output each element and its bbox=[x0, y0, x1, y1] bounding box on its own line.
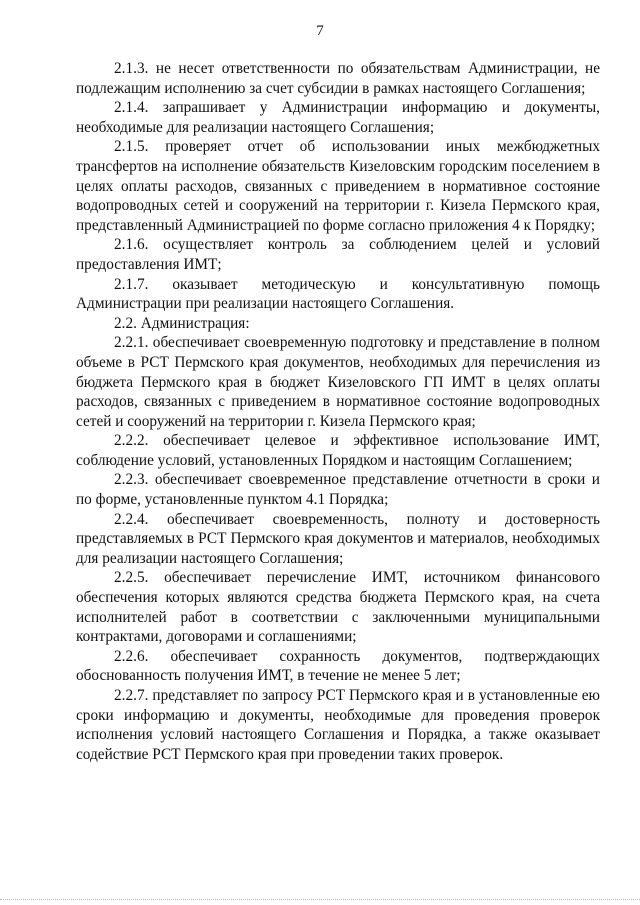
paragraph-2-1-7: 2.1.7. оказывает методическую и консультативную помощь Администрации при реализации настоящего Соглашения. bbox=[76, 275, 600, 313]
document-body bbox=[76, 59, 600, 764]
paragraph-2-2-3: 2.2.3. обеспечивает своевременное представление отчетности в сроки и по форме, установленные пунктом 4.1 Порядка; bbox=[76, 471, 600, 509]
paragraph-2-2-6: 2.2.6. обеспечивает сохранность документов, подтверждающих обоснованность получения ИМТ, в течение не менее 5 лет; bbox=[76, 647, 600, 685]
paragraph-2-1-4: 2.1.4. запрашивает у Администрации информацию и документы, необходимые для реализации настоящего Соглашения; bbox=[76, 99, 600, 136]
paragraph-2-2-1: 2.2.1. обеспечивает своевременную подготовку и представление в полном объеме в РСТ Пермского края документов, необходимых для перечисления из бюджета Пермского края в бюджет Кизеловского ГП ИМТ в целях оплаты расходов, связанных с приведением в нормативное состояние водопроводных сетей и сооружений на территории г. Кизела Пермского края; bbox=[76, 334, 600, 430]
paragraph-2-1-5: 2.1.5. проверяет отчет об использовании иных межбюджетных трансфертов на исполнение обязательств Кизеловским городским поселением в целях оплаты расходов, связанных с приведением в нормативное состояние водопроводных сетей и сооружений на территории г. Кизела Пермского края, представленный Администрацией по форме согласно приложения 4 к Порядку; bbox=[76, 138, 600, 234]
paragraph-2-2-4: 2.2.4. обеспечивает своевременность, полноту и достоверность представляемых в РСТ Пермского края документов и материалов, необходимых для реализации настоящего Соглашения; bbox=[76, 510, 600, 567]
paragraph-2-1-6: 2.1.6. осуществляет контроль за соблюдением целей и условий предоставления ИМТ; bbox=[76, 236, 600, 273]
paragraph-2-2-5: 2.2.5. обеспечивает перечисление ИМТ, источником финансового обеспечения которых являются средства бюджета Пермского края, на счета исполнителей работ в соответствии с заключенными муниципальными контрактами, договорами и соглашениями; bbox=[76, 569, 600, 646]
paragraph-2-2-2: 2.2.2. обеспечивает целевое и эффективное использование ИМТ, соблюдение условий, установленных Порядком и настоящим Соглашением; bbox=[76, 432, 600, 469]
section-heading-2-2: 2.2. Администрация: bbox=[114, 314, 250, 332]
paragraph-2-1-3: 2.1.3. не несет ответственности по обязательствам Администрации, не подлежащим исполнению за счет субсидии в рамках настоящего Соглашения; bbox=[76, 60, 600, 97]
page-bottom-edge bbox=[0, 899, 640, 903]
page-number: 7 bbox=[316, 23, 324, 39]
paragraph-2-2-7: 2.2.7. представляет по запросу РСТ Пермского края и в установленные ею сроки информацию и документы, необходимые для проведения проверок исполнения условий настоящего Соглашения и Порядка, а также оказывает содействие РСТ Пермского края при проведении таких проверок. bbox=[76, 687, 600, 763]
